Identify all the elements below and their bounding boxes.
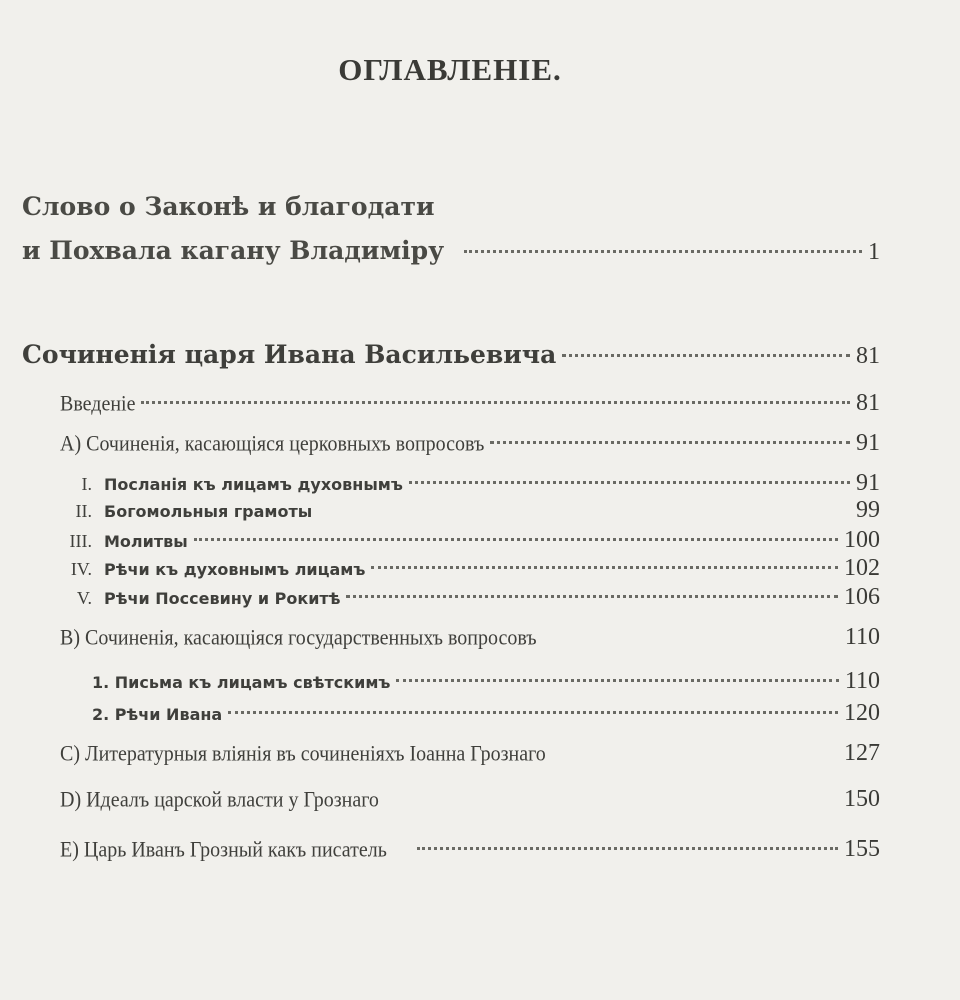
dot-leader (385, 797, 838, 800)
toc-entry-b1 (92, 668, 880, 695)
dot-leader (194, 538, 838, 541)
page-number: 81 (856, 390, 880, 416)
toc-entry-text: Посланія къ лицамъ духовнымъ (104, 475, 403, 494)
toc-entry-label: Е) Царь Иванъ Грозный какъ писатель (60, 837, 387, 863)
toc-entry-label (36, 501, 312, 522)
toc-entry-text: Богомольныя грамоты (104, 502, 313, 521)
toc-entry-a4 (36, 555, 880, 582)
page-number: 102 (844, 555, 880, 581)
toc-entry-label: Слово о Законѣ и благодати (22, 192, 435, 221)
page-number: 150 (844, 786, 880, 812)
toc-entry-slovo-line1 (22, 192, 880, 221)
toc-entry-slovo (22, 236, 880, 266)
page-number: 99 (856, 497, 880, 523)
toc-entry-a (60, 430, 880, 457)
toc-entry-sochineniya (22, 340, 880, 370)
dot-leader (562, 354, 850, 357)
toc-entry-a2 (36, 497, 880, 524)
page-number: 106 (844, 584, 880, 610)
page-number: 1 (868, 239, 880, 265)
page-title: ОГЛАВЛЕНІЕ. (338, 52, 562, 87)
toc-entry-b2 (92, 700, 880, 727)
toc-entry-label (36, 588, 340, 609)
toc-entry-e (60, 836, 880, 863)
dot-leader (552, 751, 838, 754)
toc-entry-label: D) Идеалъ царской власти у Грознаго (60, 787, 379, 813)
roman-numeral: IV. (70, 559, 92, 579)
toc-entry-a3 (36, 527, 880, 554)
dot-leader (464, 250, 862, 253)
page-number: 155 (844, 836, 880, 862)
toc-entry-b (60, 624, 880, 651)
dot-leader (346, 595, 838, 598)
toc-entry-label: С) Литературныя вліянія въ сочиненіяхъ Іоанна Грознаго (60, 741, 546, 767)
toc-entry-label (36, 559, 365, 580)
dot-leader (371, 566, 838, 569)
dot-leader (318, 508, 850, 511)
page-number: 81 (856, 343, 880, 369)
toc-entry-label: 1. Письма къ лицамъ свѣтскимъ (92, 673, 391, 692)
toc-entry-d (60, 786, 880, 813)
page-number: 91 (856, 470, 880, 496)
page-number: 110 (844, 668, 880, 694)
roman-numeral: I. (81, 474, 92, 494)
dot-leader (396, 679, 838, 682)
toc-entry-label: Сочиненія царя Ивана Васильевича (22, 340, 557, 369)
toc-entry-a1 (36, 470, 880, 497)
toc-entry-vvedenie (60, 390, 880, 417)
toc-entry-c (60, 740, 880, 767)
roman-numeral: III. (69, 531, 92, 551)
toc-entry-label: и Похвала кагану Владиміру (22, 236, 445, 265)
page-number: 110 (844, 624, 880, 650)
toc-entry-text: Молитвы (104, 532, 188, 551)
page-number: 120 (844, 700, 880, 726)
page-number: 91 (856, 430, 880, 456)
toc-entry-text: Рѣчи къ духовнымъ лицамъ (104, 560, 366, 579)
dot-leader (228, 711, 838, 714)
toc-entry-label (36, 531, 188, 552)
dot-leader (417, 847, 838, 850)
toc-entry-label (36, 474, 403, 495)
roman-numeral: II. (75, 501, 92, 521)
dot-leader (490, 441, 850, 444)
page-number: 100 (844, 527, 880, 553)
toc-entry-text: Рѣчи Поссевину и Рокитѣ (104, 589, 341, 608)
toc-entry-label: B) Сочиненія, касающіяся государственныхъ вопросовъ (60, 625, 537, 651)
toc-entry-label: А) Сочиненія, касающіяся церковныхъ вопросовъ (60, 431, 485, 457)
dot-leader (409, 481, 850, 484)
toc-entry-label: Введеніе (60, 391, 136, 417)
dot-leader (141, 401, 850, 404)
toc-entry-label: 2. Рѣчи Ивана (92, 705, 223, 724)
roman-numeral: V. (76, 588, 92, 608)
toc-entry-a5 (36, 584, 880, 611)
page-number: 127 (844, 740, 880, 766)
dot-leader (543, 635, 839, 638)
